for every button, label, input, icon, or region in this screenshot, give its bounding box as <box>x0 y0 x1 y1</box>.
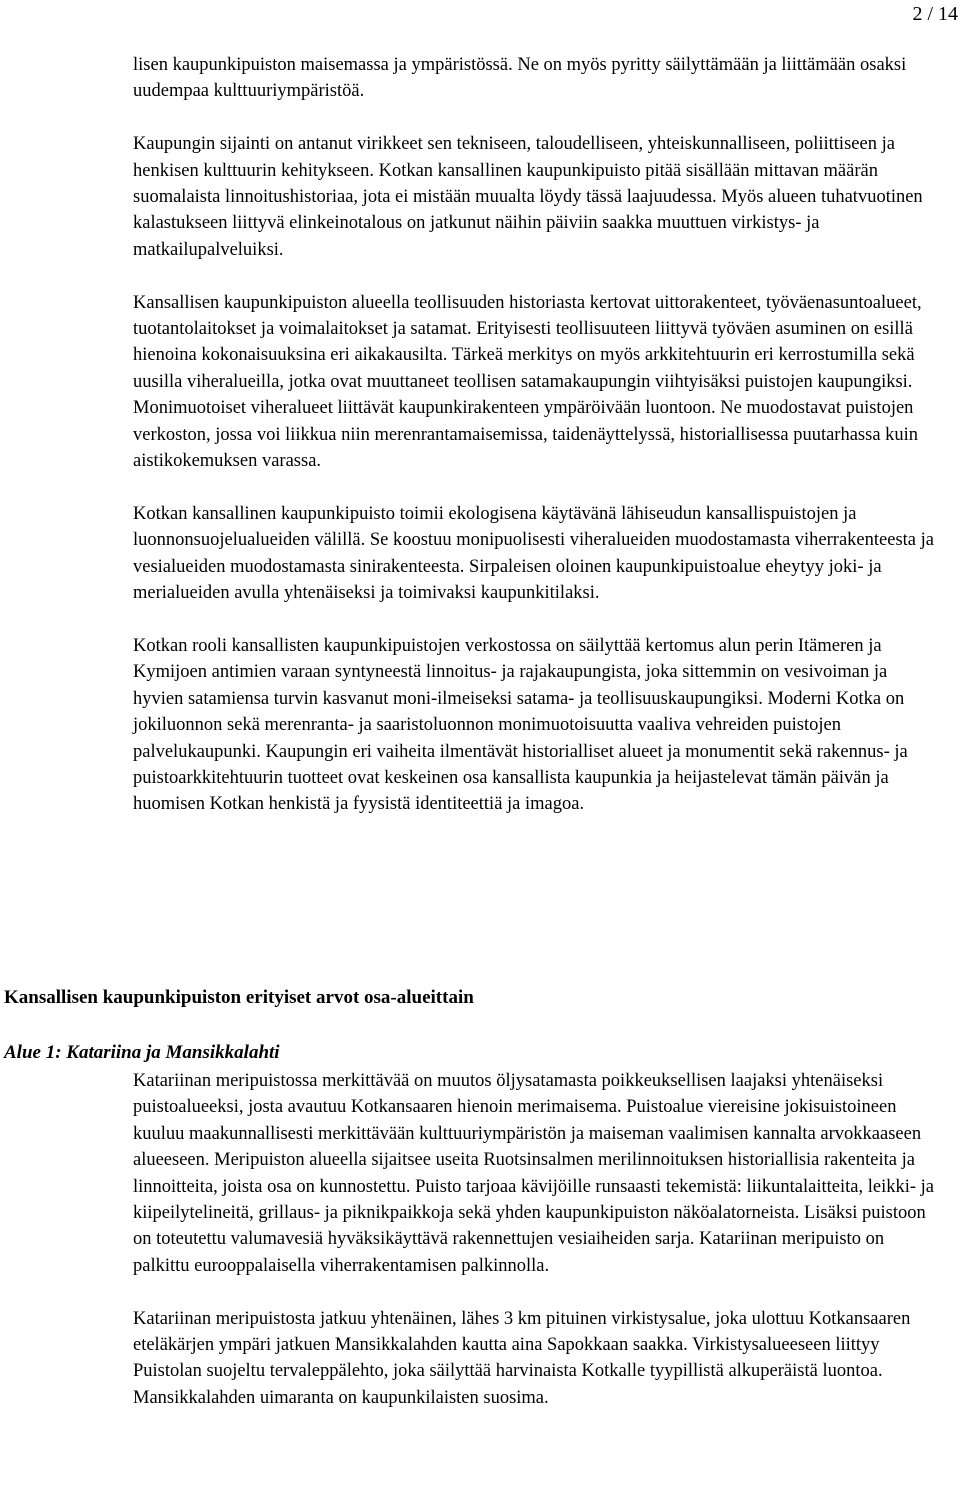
paragraph: Katariinan meripuistosta jatkuu yhtenäinen, lähes 3 km pituinen virkistysalue, joka ulottuu Kotkansaaren eteläkärjen ympäri jatkuen Mansikkalahden kautta aina Sapokkaan saakka. Virkistysalueeseen liittyy Puistolan suojeltu tervaleppälehto, joka säilyttää harvinaista Kotkalle tyypillistä alkuperäistä luontoa. Mansikkalahden uimaranta on kaupunkilaisten suosima. <box>133 1308 911 1408</box>
paragraph: Kaupungin sijainti on antanut virikkeet sen tekniseen, taloudelliseen, yhteiskunnalliseen, poliittiseen ja henkisen kulttuurin kehitykseen. Kotkan kansallinen kaupunkipuisto pitää sisällään mittavan määrän suomalaista linnoitushistoriaa, jota ei mistään muualta löydy tässä laajuudessa. Myös alueen tuhatvuotinen kalastukseen liittyvä elinkeinotalous on jatkunut näihin päiviin saakka muuttuen virkistys- ja matkailupalveluiksi. <box>133 134 923 260</box>
paragraph: Kotkan rooli kansallisten kaupunkipuistojen verkostossa on säilyttää kertomus alun perin Itämeren ja Kymijoen antimien varaan syntyneestä linnoitus- ja rajakaupungista, joka sittemmin on vesivoiman ja hyvien satamiensa turvin kasvanut moni-ilmeiseksi satama- ja teollisuuskaupungiksi. Moderni Kotka on jokiluonnon sekä merenranta- ja saaristoluonnon monimuotoisuutta vaaliva vehreiden puistojen palvelukaupunki. Kaupungin eri vaiheita ilmentävät historialliset alueet ja monumentit sekä rakennus- ja puistoarkkitehtuurin tuotteet ovat keskeinen osa kansallista kaupunkia ja heijastelevat tämän päivän ja huomisen Kotkan henkistä ja fyysistä identiteettiä ja imagoa. <box>133 635 908 815</box>
paragraph: Kotkan kansallinen kaupunkipuisto toimii ekologisena käytävänä lähiseudun kansallispuistojen ja luonnonsuojelualueiden välillä. Se koostuu monipuolisesti viheralueiden muodostamasta viherrakenteesta ja vesialueiden muodostamasta sinirakenteesta. Sirpaleisen oloinen kaupunkipuistoalue eheytyy joki- ja merialueiden avulla yhtenäiseksi ja toimivaksi kaupunkitilaksi. <box>133 503 934 604</box>
area-text-block <box>133 1068 939 1411</box>
paragraph: lisen kaupunkipuiston maisemassa ja ympäristössä. Ne on myös pyritty säilyttämään ja liittämään osaksi uudempaa kulttuuriympäristöä. <box>133 55 907 102</box>
page-number: 2 / 14 <box>912 3 958 25</box>
area-subheading: Alue 1: Katariina ja Mansikkalahti <box>4 1042 280 1063</box>
paragraph: Katariinan meripuistossa merkittävää on muutos öljysatamasta poikkeuksellisen laajaksi yhtenäiseksi puistoalueeksi, josta avautuu Kotkansaaren hienoin merimaisema. Puistoalue viereisine jokisuistoineen kuuluu maakunnallisesti merkittävään kulttuuriympäristön ja maiseman vaalimisen kannalta arvokkaaseen alueeseen. Meripuiston alueella sijaitsee useita Ruotsinsalmen merilinnoituksen historiallisia rakenteita ja linnoitteita, joista osa on kunnostettu. Puisto tarjoaa kävijöille runsaasti tekemistä: liikuntalaitteita, leikki- ja kiipeilytelineitä, grillaus- ja piknikpaikkoja sekä yhden kaupunkipuiston näköalatorneista. Lisäksi puistoon on toteutettu valumavesiä hyväksikäyttävä rakennettujen vesiaiheiden sarja. Katariinan meripuisto on palkittu eurooppalaisella viherrakentamisen palkinnolla. <box>133 1071 934 1276</box>
paragraph: Kansallisen kaupunkipuiston alueella teollisuuden historiasta kertovat uittorakenteet, työväenasuntoalueet, tuotantolaitokset ja voimalaitokset ja satamat. Erityisesti teollisuuteen liittyvä työväen asuminen on esillä hienoina kokonaisuuksina eri aikakausilta. Tärkeä merkitys on myös arkkitehtuurin eri kerrostumilla sekä uusilla viheralueilla, jotka ovat muuttaneet teollisen satamakaupungin viihtyisäksi puistojen kaupungiksi. Monimuotoiset viheralueet liittävät kaupunkirakenteen ympäröivään luontoon. Ne muodostavat puistojen verkoston, jossa voi liikkua niin merenrantamaisemissa, taidenäyttelyssä, historiallisessa puutarhassa kuin aistikokemuksen varassa. <box>133 292 922 472</box>
section-heading: Kansallisen kaupunkipuiston erityiset arvot osa-alueittain <box>4 987 474 1008</box>
intro-text-block <box>133 52 939 818</box>
